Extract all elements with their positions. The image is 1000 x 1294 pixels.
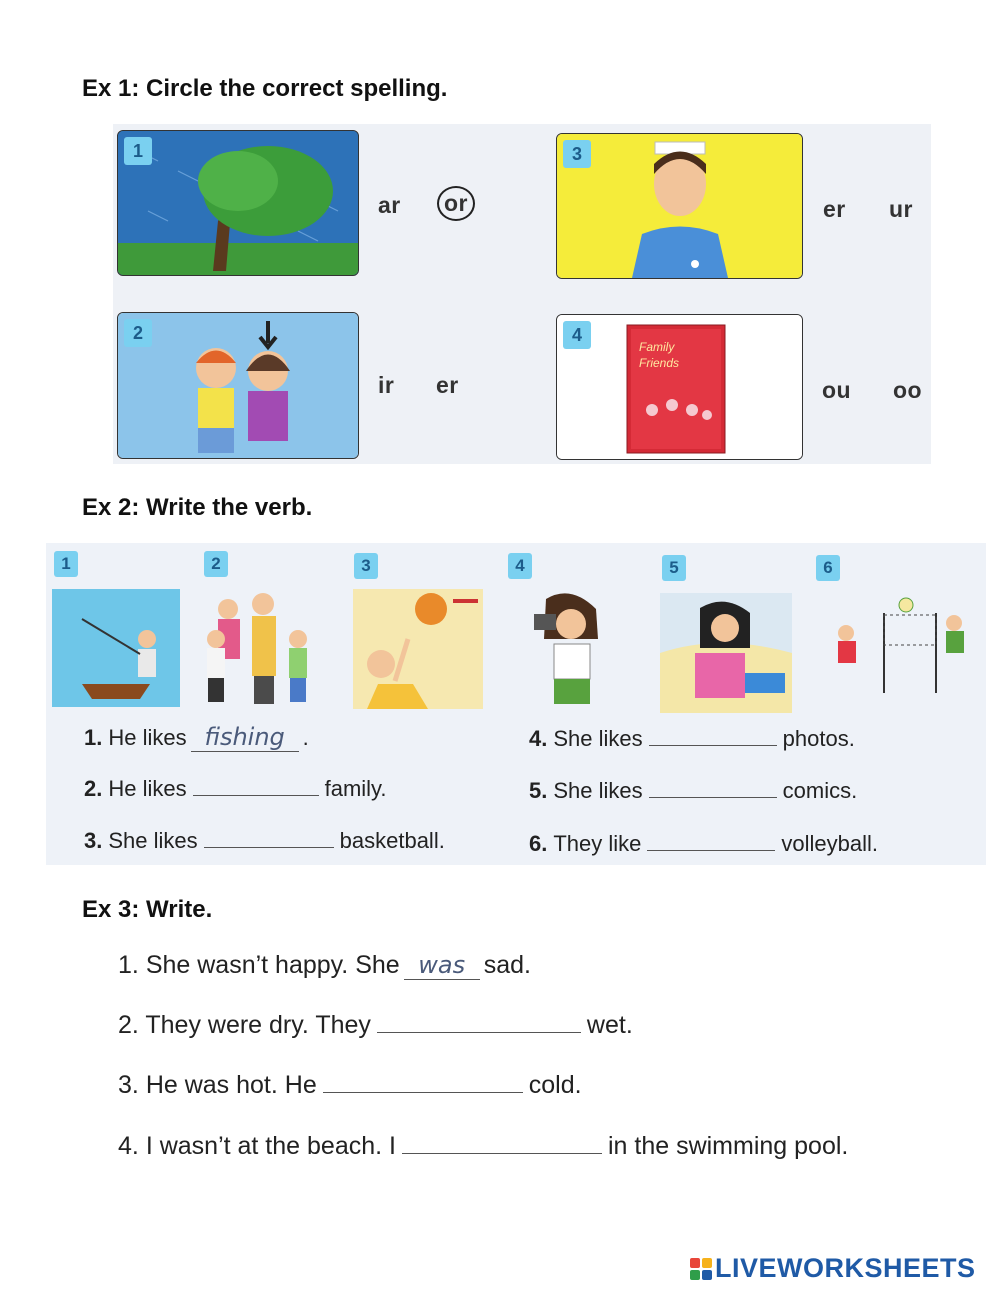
picture-fishing bbox=[52, 589, 180, 707]
ex1-panel bbox=[113, 124, 931, 464]
sentence-start: They like bbox=[553, 831, 642, 856]
book-illustration bbox=[557, 315, 802, 459]
sentence-2 bbox=[84, 776, 387, 802]
sentence-end: sad. bbox=[483, 951, 531, 979]
ex3-sentence-4 bbox=[118, 1132, 848, 1161]
sentence-number: 3. bbox=[84, 828, 103, 853]
sentence-number: 1. bbox=[84, 725, 103, 750]
ex3-heading: Ex 3: Write. bbox=[82, 896, 213, 923]
picture-comics bbox=[660, 593, 792, 713]
sentence-number: 2. bbox=[84, 776, 103, 801]
ex2-panel bbox=[46, 543, 986, 865]
two-children-illustration bbox=[118, 313, 358, 458]
answer-blank[interactable] bbox=[647, 832, 775, 851]
option-oo[interactable]: oo bbox=[893, 377, 923, 403]
sentence-start: She wasn’t happy. She bbox=[145, 951, 400, 979]
sentence-start: She likes bbox=[553, 726, 643, 751]
picture-photos bbox=[516, 589, 626, 709]
logo-square bbox=[702, 1270, 712, 1280]
sentence-end: photos. bbox=[782, 726, 855, 751]
sentence-start: I wasn’t at the beach. I bbox=[145, 1132, 396, 1160]
logo-square bbox=[690, 1270, 700, 1280]
sentence-number: 3. bbox=[118, 1071, 139, 1099]
option-er[interactable]: er bbox=[436, 372, 459, 398]
option-ou[interactable]: ou bbox=[822, 377, 852, 403]
sentence-end: . bbox=[302, 725, 309, 750]
answer-blank[interactable] bbox=[193, 777, 319, 796]
picture-number: 6 bbox=[816, 555, 840, 581]
book-title-line-2: Friends bbox=[639, 356, 680, 370]
answer-blank[interactable] bbox=[204, 829, 334, 848]
picture-book bbox=[556, 314, 803, 460]
picture-nurse bbox=[556, 133, 803, 279]
sentence-end: basketball. bbox=[339, 828, 445, 853]
sentence-6 bbox=[529, 831, 878, 857]
ex3-sentence-3 bbox=[118, 1071, 582, 1100]
sentence-number: 4. bbox=[118, 1132, 139, 1160]
ex3-sentence-2 bbox=[118, 1011, 633, 1040]
answer-blank[interactable] bbox=[323, 1074, 523, 1093]
sentence-start: He likes bbox=[108, 725, 187, 750]
ex1-heading: Ex 1: Circle the correct spelling. bbox=[82, 75, 448, 102]
sentence-5 bbox=[529, 778, 857, 804]
picture-two-children bbox=[117, 312, 359, 459]
picture-basketball bbox=[353, 589, 483, 709]
picture-number: 5 bbox=[662, 555, 686, 581]
sentence-end: in the swimming pool. bbox=[607, 1132, 849, 1160]
sentence-start: She likes bbox=[108, 828, 198, 853]
sentence-number: 6. bbox=[529, 831, 548, 856]
item-number: 4 bbox=[563, 321, 591, 349]
sentence-1 bbox=[84, 723, 309, 752]
picture-number: 3 bbox=[354, 553, 378, 579]
picture-number: 2 bbox=[204, 551, 228, 577]
option-ir[interactable]: ir bbox=[378, 372, 395, 398]
answer-blank[interactable] bbox=[649, 727, 777, 746]
item-number: 2 bbox=[124, 319, 152, 347]
fishing-illustration bbox=[52, 589, 180, 707]
sentence-end: family. bbox=[324, 776, 387, 801]
sentence-4 bbox=[529, 726, 855, 752]
sentence-end: volleyball. bbox=[781, 831, 879, 856]
comics-illustration bbox=[660, 593, 792, 713]
logo-grid-icon bbox=[690, 1258, 712, 1280]
option-ur[interactable]: ur bbox=[889, 196, 913, 222]
logo-square bbox=[690, 1258, 700, 1268]
picture-number: 4 bbox=[508, 553, 532, 579]
sentence-start: She likes bbox=[553, 778, 643, 803]
option-er[interactable]: er bbox=[823, 196, 846, 222]
item-number: 3 bbox=[563, 140, 591, 168]
liveworksheets-logo bbox=[690, 1253, 976, 1284]
ex2-heading: Ex 2: Write the verb. bbox=[82, 494, 313, 521]
sentence-number: 4. bbox=[529, 726, 548, 751]
sentence-3 bbox=[84, 828, 445, 854]
picture-number: 1 bbox=[54, 551, 78, 577]
basketball-illustration bbox=[353, 589, 483, 709]
option-or-circled[interactable]: or bbox=[437, 186, 475, 221]
picture-family bbox=[198, 589, 333, 707]
item-number: 1 bbox=[124, 137, 152, 165]
sentence-number: 2. bbox=[118, 1011, 139, 1039]
sentence-end: comics. bbox=[782, 778, 858, 803]
nurse-illustration bbox=[557, 134, 802, 278]
sentence-start: He likes bbox=[108, 776, 187, 801]
sentence-start: They were dry. They bbox=[145, 1011, 371, 1039]
answer-blank[interactable] bbox=[402, 1135, 602, 1154]
picture-volleyball bbox=[818, 593, 980, 703]
ex3-sentence-1 bbox=[118, 951, 531, 980]
sentence-end: cold. bbox=[528, 1071, 582, 1099]
option-ar[interactable]: ar bbox=[378, 192, 401, 218]
family-illustration bbox=[198, 589, 333, 707]
logo-text: LIVEWORKSHEETS bbox=[715, 1253, 976, 1283]
answer-blank[interactable] bbox=[649, 779, 777, 798]
volleyball-illustration bbox=[818, 593, 980, 703]
answer-blank[interactable]: was bbox=[404, 951, 480, 980]
photos-illustration bbox=[516, 589, 626, 709]
answer-blank[interactable] bbox=[377, 1014, 581, 1033]
answer-blank[interactable]: fishing bbox=[191, 723, 299, 752]
sentence-number: 1. bbox=[118, 951, 139, 979]
picture-windy-tree bbox=[117, 130, 359, 276]
sentence-end: wet. bbox=[586, 1011, 633, 1039]
windy-tree-illustration bbox=[118, 131, 358, 275]
sentence-start: He was hot. He bbox=[145, 1071, 317, 1099]
logo-square bbox=[702, 1258, 712, 1268]
sentence-number: 5. bbox=[529, 778, 548, 803]
book-title-line-1: Family bbox=[639, 340, 675, 354]
